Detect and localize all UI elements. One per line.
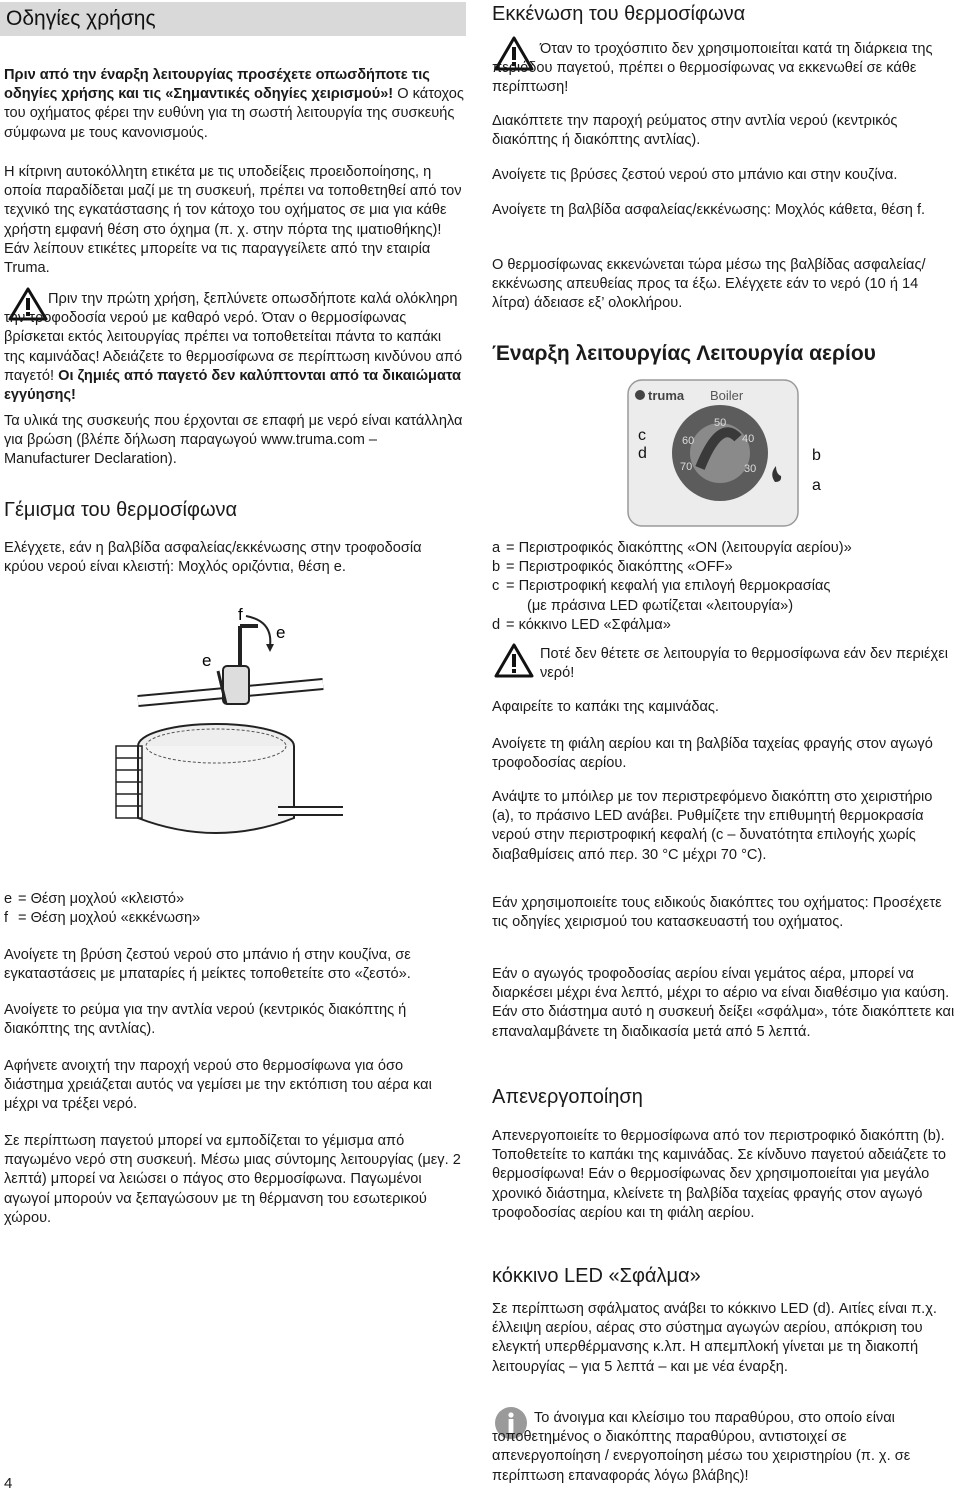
legend-key: d (492, 616, 501, 633)
label-paragraph: Η κίτρινη αυτοκόλλητη ετικέτα με τις υποδείξεις προειδοποίησης, η οποία παραδίδεται μαζί με τη συσκευή, πρέπει να τοποθετηθεί από τον τεχνικό της εγκατάστασης ή τον κάτοχο του οχήματος σε μια για κάθε χρήστη εμφανή θέση στο όχημα (π. χ. στην πόρτα της ιματιοθήκης)! Εάν λείπουν ετικέτες μπορείτε να τις παραγγείλετε από την εταιρία Truma. (4, 164, 462, 277)
start-paragraph-5: Εάν ο αγωγός τροφοδοσίας αερίου είναι γεμάτος αέρα, μπορεί να διαρκέσει μέχρι ένα λεπτό, μέχρι το αέριο να είναι διαθέσιμο για καύση. Εάν στο διάστημα αυτό η συσκευή δείξει «σφάλμα», τότε διακόπτετε και επαναλαμβάνετε τη διαδικασία μετά από 5 λεπτά. (492, 966, 955, 1040)
panel-label-a: a (812, 477, 821, 494)
drain-paragraph-2: Ανοίγετε τις βρύσες ζεστού νερού στο μπάνιο και στην κουζίνα. (492, 167, 898, 183)
dial-number: 60 (682, 435, 695, 447)
legend-text: = κόκκινο LED «Σφάλμα» (506, 616, 671, 633)
fig-label-e-right: e (276, 623, 286, 642)
drain-paragraph-1: Διακόπτετε την παροχή ρεύματος στην αντλία νερού (κεντρικός διακόπτης ή διακόπτης αντλίας). (492, 113, 898, 149)
start-paragraph-3: Ανάψτε το μπόιλερ με τον περιστρεφόμενο διακόπτη στο χειριστήριο (a), το πράσινο LED ανάβει. Ρυθμίζετε την επιθυμητή θερμοκρασία νερού στην περιστροφική κεφαλή (c – δυνατότητα επιλογής χωρίς διαβαθμίσεις από περ. 30 °C μέχρι 70 °C). (492, 789, 933, 863)
legend-text: = Θέση μοχλού «κλειστό» (18, 891, 185, 907)
materials-paragraph: Τα υλικά της συσκευής που έρχονται σε επαφή με νερό είναι κατάλληλα για βρώση (βλέπε δήλωση παραγωγού www.truma.com – Manufacturer Declaration). (4, 413, 463, 468)
dial-number: 40 (742, 433, 755, 445)
legend-text: (με πράσινα LED φωτίζεται «λειτουργία») (527, 597, 794, 614)
dial-number: 50 (714, 417, 727, 429)
intro-paragraph (4, 66, 464, 143)
off-heading: Απενεργοποίηση (492, 1086, 643, 1108)
intro-rest: Ο κάτοχος του οχήματος φέρει την ευθύνη για τη σωστή λειτουργία της συσκευής σύμφωνα με τους κανονισμούς. (4, 86, 464, 141)
truma-logo-icon (635, 390, 645, 400)
info-note: Το άνοιγμα και κλείσιμο του παραθύρου, στο οποίο είναι τοποθετημένος ο διακόπτης παραθύρου, αντιστοιχεί σε απενεργοποίηση / ενεργοποίηση μέσω του χειριστηρίου (π. χ. σε περίπτωση επαναφοράς λόγω βλάβης)! (492, 1410, 911, 1484)
legend-key: c (492, 578, 500, 595)
panel-legend (492, 539, 956, 635)
legend-item-c-cont (492, 597, 956, 616)
off-paragraph: Απενεργοποιείτε το θερμοσίφωνα από τον περιστροφικό διακόπτη (b). Τοποθετείτε το καπάκι της καμινάδας. Σε κίνδυνο παγετού αδειάζετε το θερμοσίφωνα! Εάν ο θερμοσίφωνας δεν χρησιμοποιείται για μεγάλο χρονικό διάστημα, κλείνετε τη βαλβίδα ταχείας φραγής στον αγωγό τροφοδοσίας αερίου και τη φιάλη αερίου. (492, 1128, 946, 1221)
legend-item-e (4, 890, 464, 909)
fill-paragraph: Ελέγχετε, εάν η βαλβίδα ασφαλείας/εκκένωσης στην τροφοδοσία κρύου νερού είναι κλειστή: Μοχλός οριζόντια, θέση e. (4, 540, 422, 576)
fig-label-f: f (238, 605, 243, 624)
legend-key: f (4, 910, 9, 927)
pump-paragraph: Ανοίγετε το ρεύμα για την αντλία νερού (κεντρικός διακόπτης ή διακόπτης της αντλίας). (4, 1002, 407, 1038)
page-title: Οδηγίες χρήσης (6, 7, 156, 30)
tap-paragraph: Ανοίγετε τη βρύση ζεστού νερού στο μπάνιο ή στην κουζίνα, σε εγκαταστάσεις με μπαταρίες ή μείκτες τοποθετείτε στο «ζεστό». (4, 947, 411, 983)
legend-text: = Περιστροφικός διακόπτης «OFF» (506, 559, 733, 576)
valve-legend (4, 890, 464, 928)
dial-number: 30 (744, 463, 757, 475)
legend-key (492, 597, 527, 616)
panel-label-d: d (638, 445, 647, 462)
title-bar (0, 2, 466, 36)
dial-number: 70 (680, 461, 693, 473)
panel-label-b: b (812, 447, 821, 464)
fill-water-paragraph: Αφήνετε ανοιχτή την παροχή νερού στο θερμοσίφωνα για όσο διάστημα χρειάζεται αυτός να γεμίσει με την εκτόπιση του αέρα και μέχρι να τρέξει νερό. (4, 1058, 432, 1113)
fig-label-e-left: e (202, 651, 212, 670)
start-paragraph-4: Εάν χρησιμοποιείτε τους ειδικούς διακόπτες του οχήματος: Προσέχετε τις οδηγίες χειρισμού του κατασκευαστή του οχήματος. (492, 895, 942, 931)
legend-text: = Περιστροφική κεφαλή για επιλογή θερμοκρασίας (506, 578, 831, 595)
panel-brand: truma (648, 388, 685, 403)
warning-1-bold: Οι ζημιές από παγετό δεν καλύπτονται από τα δικαιώματα εγγύησης! (4, 367, 462, 404)
legend-text: = Περιστροφικός διακόπτης «ON (λειτουργία αερίου)» (506, 540, 852, 556)
drain-paragraph-3: Ανοίγετε τη βαλβίδα ασφαλείας/εκκένωσης: Μοχλός κάθετα, θέση f. (492, 202, 926, 218)
frost-paragraph: Σε περίπτωση παγετού μπορεί να εμποδίζεται το γέμισμα από παγωμένο νερό στη συσκευή. Μέσω μιας σύντομης λειτουργίας (μεγ. 2 λεπτά) μπορεί να λειώσει ο πάγος στο θερμοσίφωνα. Παγωμένοι αγωγοί μπορούν να ξεπαγώσουν με τη θέρμανση του εσωτερικού χώρου. (4, 1133, 461, 1226)
start-heading: Έναρξη λειτουργίας Λειτουργία αερίου (492, 342, 876, 365)
legend-key: e (4, 891, 13, 907)
intro-bold: Πριν από την έναρξη λειτουργίας προσέχετε οπωσδήποτε τις οδηγίες χρήσης και τις «Σημαντικές οδηγίες χειρισμού»! (4, 67, 430, 103)
drain-heading: Εκκένωση του θερμοσίφωνα (492, 3, 746, 25)
warning-paragraph-1 (4, 290, 464, 405)
legend-item-a (492, 539, 956, 558)
control-panel-illustration (620, 378, 850, 528)
warning-icon (494, 643, 534, 679)
panel-model: Boiler (710, 388, 744, 403)
legend-text: = Θέση μοχλού «εκκένωση» (18, 910, 201, 927)
legend-key: a (492, 540, 501, 556)
led-heading: κόκκινο LED «Σφάλμα» (492, 1265, 701, 1287)
legend-key: b (492, 559, 501, 576)
start-warning: Ποτέ δεν θέτετε σε λειτουργία το θερμοσίφωνα εάν δεν περιέχει νερό! (540, 646, 948, 682)
warning-1-text: Πριν την πρώτη χρήση, ξεπλύνετε οπωσδήποτε καλά ολόκληρη την τροφοδοσία νερού με καθαρό νερό. Όταν ο θερμοσίφωνας βρίσκεται εκτός λειτουργίας πρέπει να τοποθετείται πάντα το καπάκι της καμινάδας! Αδειάζετε το θερμοσίφωνα σε περίπτωση κινδύνου από παγετό! (4, 291, 463, 384)
legend-item-f (4, 909, 464, 928)
panel-label-c: c (638, 427, 646, 444)
drain-warning: Όταν το τροχόσπιτο δεν χρησιμοποιείται κατά τη διάρκεια της περιόδου παγετού, πρέπει ο θερμοσίφωνας να εκκενωθεί σε κάθε περίπτωση! (492, 41, 933, 96)
start-paragraph-1: Αφαιρείτε το καπάκι της καμινάδας. (492, 699, 719, 715)
start-paragraph-2: Ανοίγετε τη φιάλη αερίου και τη βαλβίδα ταχείας φραγής στον αγωγό τροφοδοσίας αερίου. (492, 736, 933, 772)
boiler-illustration (108, 596, 368, 856)
legend-item-b (492, 558, 956, 577)
legend-item-d (492, 616, 956, 635)
legend-item-c (492, 577, 956, 596)
fill-heading: Γέμισμα του θερμοσίφωνα (4, 499, 238, 521)
page-number: 4 (4, 1475, 13, 1492)
drain-paragraph-4: Ο θερμοσίφωνας εκκενώνεται τώρα μέσω της βαλβίδας ασφαλείας/εκκένωσης απευθείας προς τα έξω. Ελέγχετε εάν το νερό (10 ή 14 λίτρα) άδειασε εξ’ ολοκλήρου. (492, 257, 926, 312)
led-paragraph: Σε περίπτωση σφάλματος ανάβει το κόκκινο LED (d). Αιτίες είναι π.χ. έλλειψη αερίου, αέρας στο σύστημα αγωγών αερίου, απόκριση του ελεγκτή υπερθέρμανσης κ.λπ. Η απεμπλοκή γίνεται με τη διακοπή λειτουργίας – για 5 λεπτά – και με νέα έναρξη. (492, 1301, 937, 1375)
